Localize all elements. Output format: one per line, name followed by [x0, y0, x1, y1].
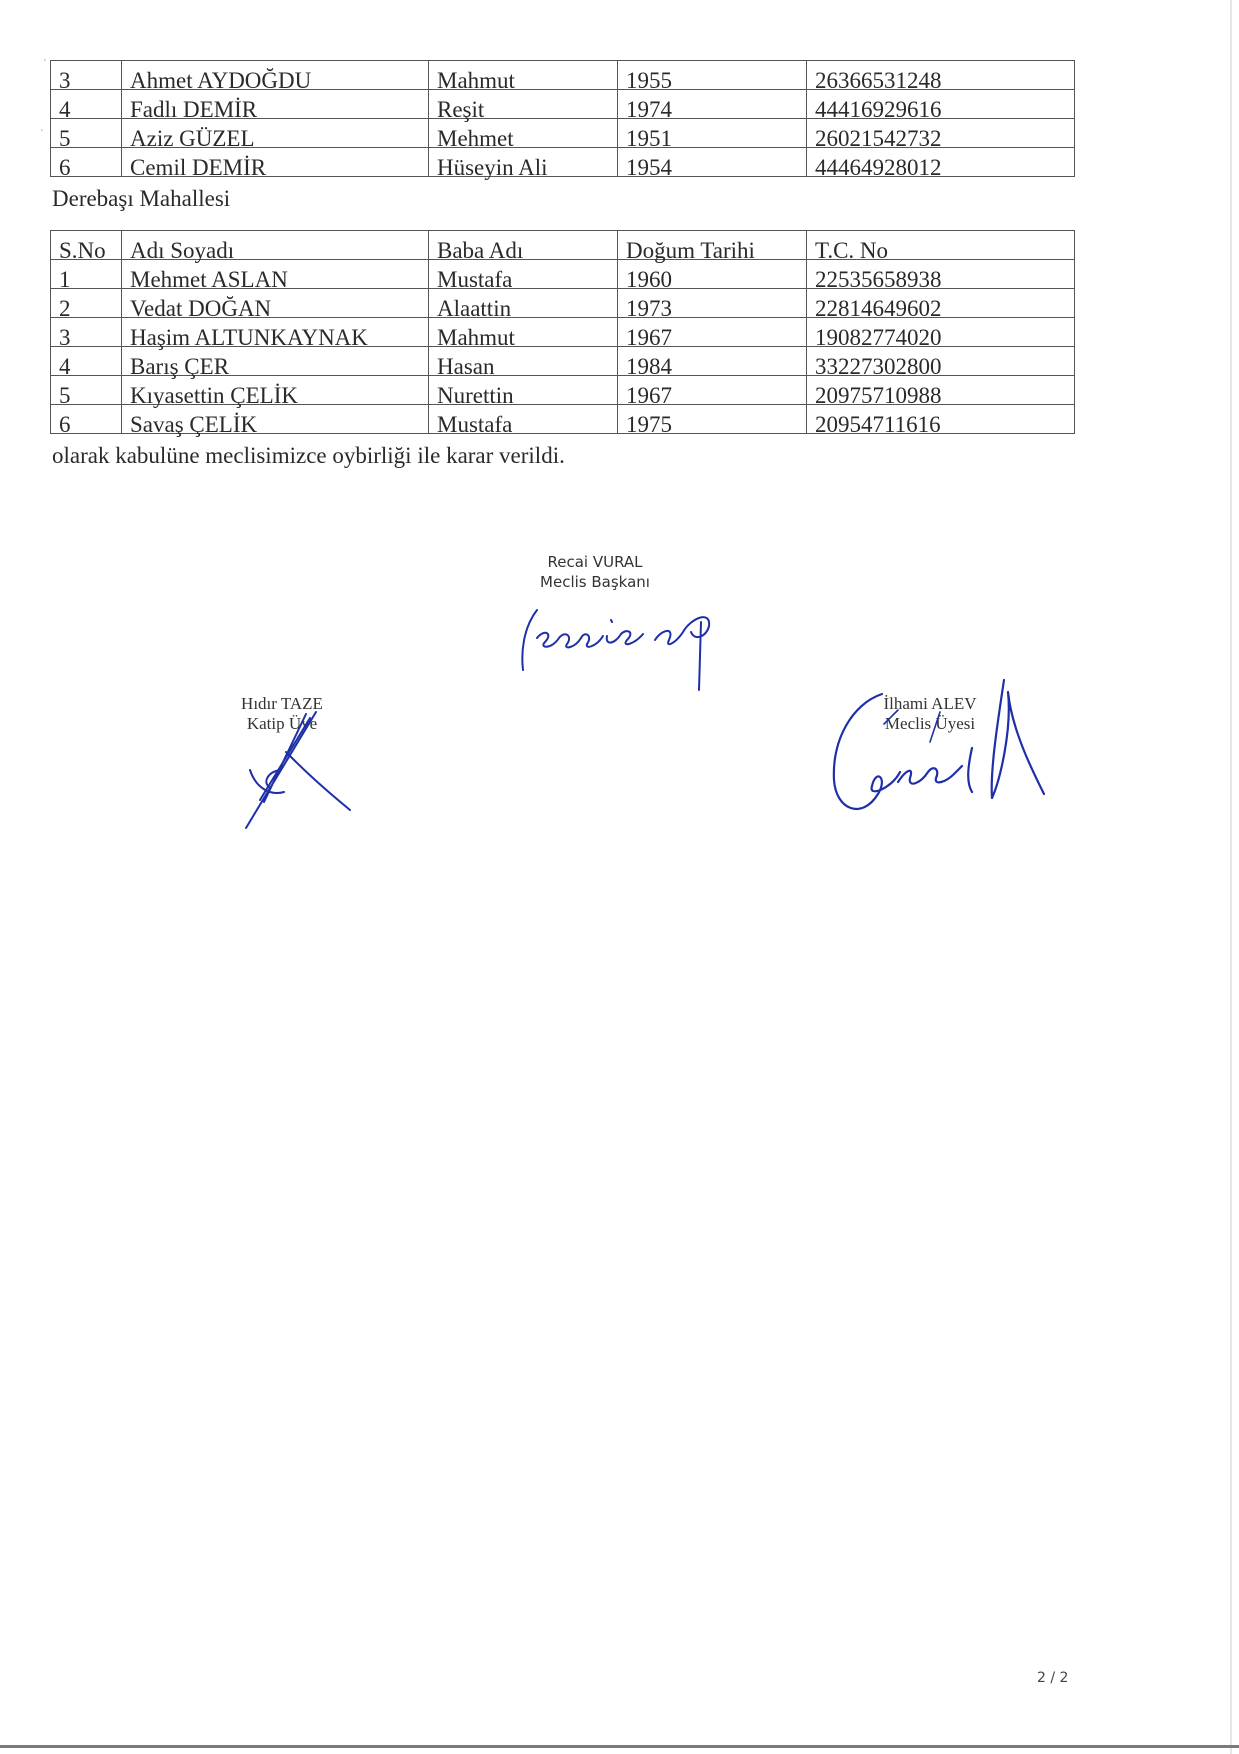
- member-name: İlhami ALEV: [883, 694, 977, 713]
- table-row: [51, 347, 1075, 376]
- table-row: [51, 260, 1075, 289]
- cell-sno: 4: [59, 354, 71, 379]
- cell-tc-no: 26021542732: [815, 126, 942, 151]
- cell-tc-no: 20975710988: [815, 383, 942, 408]
- cell-birth-year: 1973: [626, 296, 672, 321]
- cell-father: Nurettin: [437, 383, 514, 408]
- cell-name: Barış ÇER: [130, 354, 230, 379]
- cell-father: Mustafa: [437, 412, 513, 437]
- table-row: [51, 318, 1075, 347]
- cell-birth-year: 1960: [626, 267, 672, 292]
- chair-signature: [515, 598, 745, 693]
- signature-ink: [834, 680, 1044, 809]
- cell-father: Mahmut: [437, 68, 515, 93]
- cell-father: Hüseyin Ali: [437, 155, 548, 180]
- cell-name: Aziz GÜZEL: [130, 126, 255, 151]
- cell-name: Cemil DEMİR: [130, 155, 267, 180]
- cell-birth-year: 1984: [626, 354, 672, 379]
- table-row: [51, 119, 1075, 148]
- cell-birth-year: 1974: [626, 97, 672, 122]
- page-bottom-edge: [0, 1745, 1239, 1748]
- cell-sno: 3: [59, 325, 71, 350]
- signature-ink: [246, 712, 350, 828]
- cell-sno: 1: [59, 267, 71, 292]
- cell-name: Savaş ÇELİK: [130, 412, 258, 437]
- header-birth-date: Doğum Tarihi: [626, 238, 755, 263]
- cell-birth-year: 1975: [626, 412, 672, 437]
- cell-sno: 3: [59, 68, 71, 93]
- table-row: [51, 405, 1075, 434]
- cell-tc-no: 20954711616: [815, 412, 941, 437]
- cell-birth-year: 1967: [626, 325, 672, 350]
- section-title: Derebaşı Mahallesi: [52, 186, 231, 211]
- derebasi-table: [50, 230, 1075, 437]
- chair-title: Meclis Başkanı: [540, 573, 650, 591]
- clerk-signature: [240, 710, 360, 830]
- table-row: [51, 90, 1075, 119]
- cell-father: Mehmet: [437, 126, 514, 151]
- cell-tc-no: 44464928012: [815, 155, 942, 180]
- cell-sno: 6: [59, 412, 71, 437]
- cell-birth-year: 1967: [626, 383, 672, 408]
- scan-artifact: ': [41, 128, 43, 139]
- cell-father: Mustafa: [437, 267, 513, 292]
- clerk-title: Katip Üye: [246, 714, 318, 733]
- page-number: 2 / 2: [1037, 1670, 1069, 1686]
- cell-name: Kıyasettin ÇELİK: [130, 383, 298, 408]
- cell-sno: 6: [59, 155, 71, 180]
- cell-sno: 4: [59, 97, 71, 122]
- cell-birth-year: 1955: [626, 68, 672, 93]
- cell-name: Haşim ALTUNKAYNAK: [130, 325, 368, 350]
- cell-father: Alaattin: [437, 296, 512, 321]
- cell-tc-no: 22814649602: [815, 296, 942, 321]
- header-sno: S.No: [59, 238, 106, 263]
- cell-birth-year: 1951: [626, 126, 672, 151]
- page-right-edge: [1230, 0, 1232, 1754]
- member-signature: [822, 670, 1052, 820]
- cell-birth-year: 1954: [626, 155, 672, 180]
- cell-sno: 5: [59, 126, 71, 151]
- cell-name: Mehmet ASLAN: [130, 267, 288, 292]
- cell-tc-no: 19082774020: [815, 325, 942, 350]
- signature-ink: [522, 610, 709, 690]
- cell-sno: 5: [59, 383, 71, 408]
- cell-name: Ahmet AYDOĞDU: [130, 68, 312, 93]
- cell-name: Vedat DOĞAN: [130, 296, 272, 321]
- cell-tc-no: 26366531248: [815, 68, 942, 93]
- header-name: Adı Soyadı: [130, 238, 235, 263]
- cell-name: Fadlı DEMİR: [130, 97, 258, 122]
- scan-artifact: ': [44, 58, 46, 69]
- cell-father: Hasan: [437, 354, 495, 379]
- table-row: [51, 376, 1075, 405]
- table-row: [51, 289, 1075, 318]
- header-tc-no: T.C. No: [815, 238, 889, 263]
- signature-ink: [884, 710, 940, 742]
- chair-name: Recai VURAL: [547, 553, 643, 571]
- cell-tc-no: 33227302800: [815, 354, 942, 379]
- header-father: Baba Adı: [437, 238, 524, 263]
- clerk-name: Hıdır TAZE: [241, 694, 323, 713]
- cell-tc-no: 22535658938: [815, 267, 942, 292]
- continuation-table: [50, 60, 1075, 180]
- table-row: [51, 148, 1075, 177]
- chair-signature-block: [530, 552, 660, 592]
- member-title: Meclis Üyesi: [884, 714, 976, 733]
- cell-sno: 2: [59, 296, 71, 321]
- resolution-text: olarak kabulüne meclisimizce oybirliği ile karar verildi.: [52, 443, 565, 468]
- table-row: [51, 61, 1075, 90]
- cell-tc-no: 44416929616: [815, 97, 942, 122]
- cell-father: Reşit: [437, 97, 485, 122]
- cell-father: Mahmut: [437, 325, 515, 350]
- table-header-row: [51, 231, 1075, 260]
